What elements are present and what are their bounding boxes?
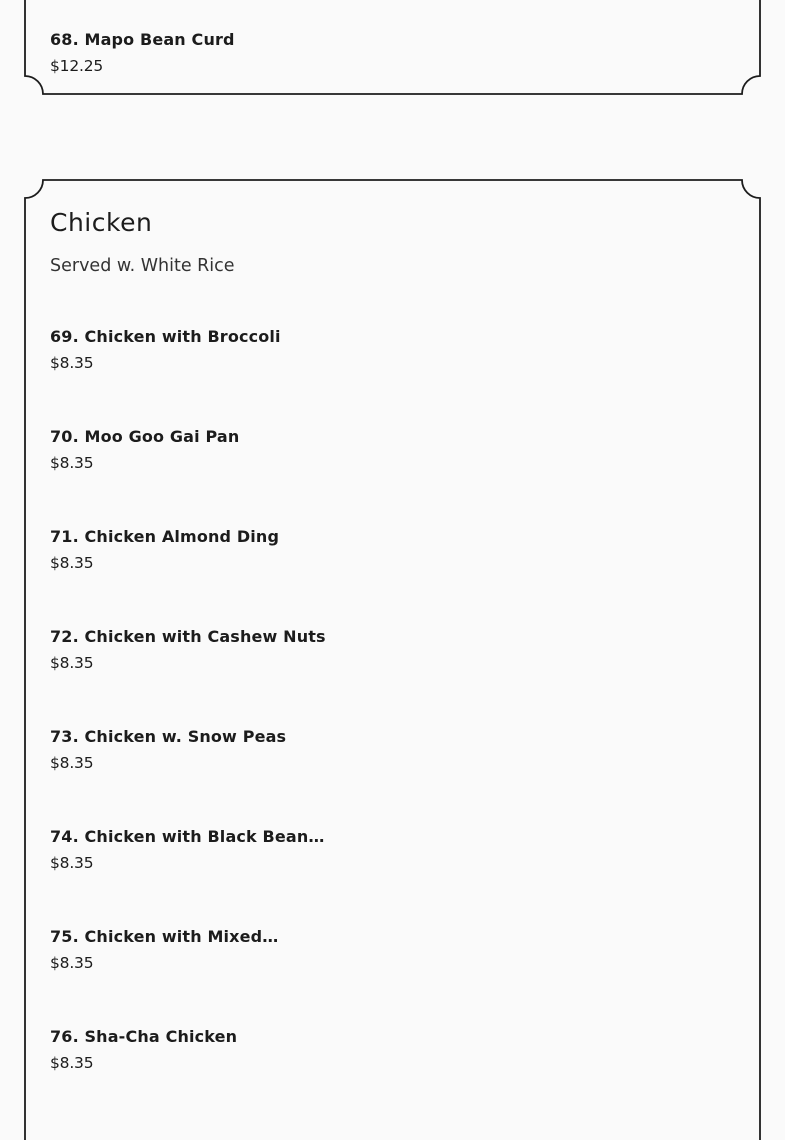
section-title: Chicken bbox=[50, 208, 153, 237]
menu-item[interactable] bbox=[50, 30, 235, 76]
section-subtitle: Served w. White Rice bbox=[50, 256, 235, 276]
menu-item-name: 74. Chicken with Black Bean… bbox=[50, 827, 325, 846]
menu-item[interactable] bbox=[50, 827, 325, 873]
menu-item-name: 68. Mapo Bean Curd bbox=[50, 30, 235, 49]
menu-item-name: 72. Chicken with Cashew Nuts bbox=[50, 627, 326, 646]
menu-item-price: $8.35 bbox=[50, 754, 94, 772]
menu-item[interactable] bbox=[50, 527, 279, 573]
menu-item[interactable] bbox=[50, 927, 278, 973]
menu-item-price: $8.35 bbox=[50, 554, 94, 572]
menu-item[interactable] bbox=[50, 1027, 237, 1073]
menu-item-price: $8.35 bbox=[50, 1054, 94, 1072]
menu-item-name: 76. Sha-Cha Chicken bbox=[50, 1027, 238, 1046]
menu-item-price: $8.35 bbox=[50, 854, 94, 872]
menu-item-name: 71. Chicken Almond Ding bbox=[50, 527, 280, 546]
menu-item[interactable] bbox=[50, 727, 286, 773]
previous-section-card bbox=[24, 0, 761, 115]
menu-item[interactable] bbox=[50, 627, 326, 673]
menu-item-price: $8.35 bbox=[50, 954, 94, 972]
menu-item[interactable] bbox=[50, 427, 239, 473]
menu-item-name: 69. Chicken with Broccoli bbox=[50, 327, 281, 346]
menu-item-name: 70. Moo Goo Gai Pan bbox=[50, 427, 240, 446]
chicken-section-card bbox=[24, 180, 761, 1140]
menu-item-name: 75. Chicken with Mixed… bbox=[50, 927, 279, 946]
menu-item-price: $8.35 bbox=[50, 454, 94, 472]
menu-item[interactable] bbox=[50, 327, 281, 373]
menu-item-name: 73. Chicken w. Snow Peas bbox=[50, 727, 287, 746]
menu-item-price: $8.35 bbox=[50, 654, 94, 672]
menu-item-price: $8.35 bbox=[50, 354, 94, 372]
menu-item-price: $12.25 bbox=[50, 57, 104, 75]
